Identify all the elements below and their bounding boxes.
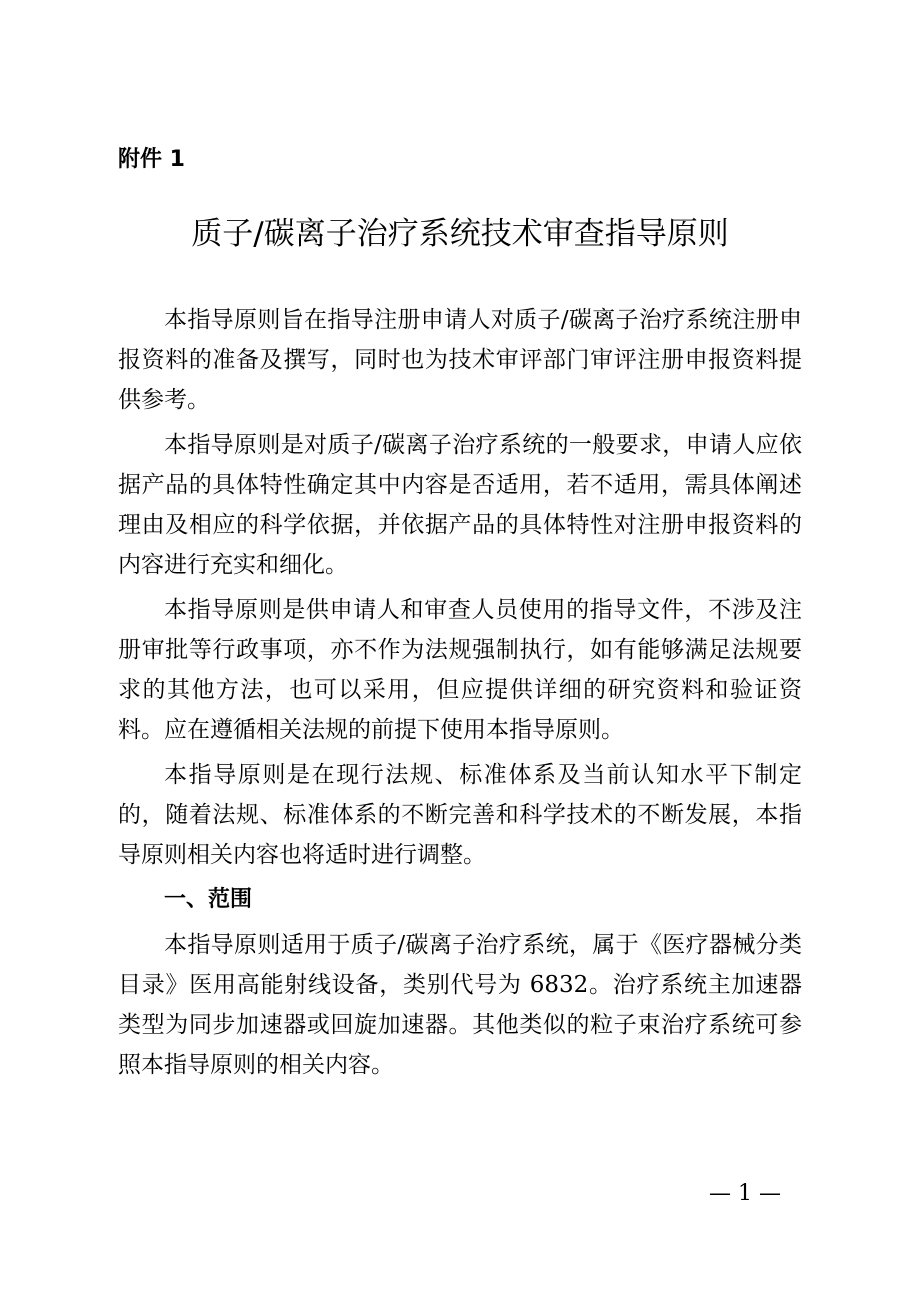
page-number: — 1 — (709, 1181, 781, 1206)
intro-paragraph-4: 本指导原则是在现行法规、标准体系及当前认知水平下制定的，随着法规、标准体系的不断完善和科学技术的不断发展，本指导原则相关内容也将适时进行调整。 (118, 762, 802, 868)
document-title: 质子/碳离子治疗系统技术审查指导原则 (191, 216, 729, 252)
intro-paragraph-2: 本指导原则是对质子/碳离子治疗系统的一般要求，申请人应依据产品的具体特性确定其中内容是否适用，若不适用，需具体阐述理由及相应的科学依据，并依据产品的具体特性对注册申报资料的内容进行充实和细化。 (118, 432, 802, 578)
section-heading-scope: 一、范围 (164, 887, 253, 912)
document-body (118, 300, 802, 1090)
intro-paragraph-3: 本指导原则是供申请人和审查人员使用的指导文件，不涉及注册审批等行政事项，亦不作为法规强制执行，如有能够满足法规要求的其他方法，也可以采用，但应提供详细的研究资料和验证资料。应在遵循相关法规的前提下使用本指导原则。 (118, 597, 802, 743)
intro-paragraph-1: 本指导原则旨在指导注册申请人对质子/碳离子治疗系统注册申报资料的准备及撰写，同时也为技术审评部门审评注册申报资料提供参考。 (118, 307, 802, 413)
attachment-label: 附件 1 (118, 147, 185, 172)
scope-paragraph: 本指导原则适用于质子/碳离子治疗系统，属于《医疗器械分类目录》医用高能射线设备，类别代号为 6832。治疗系统主加速器类型为同步加速器或回旋加速器。其他类似的粒子束治疗系统可参照本指导原则的相关内容。 (118, 932, 802, 1078)
